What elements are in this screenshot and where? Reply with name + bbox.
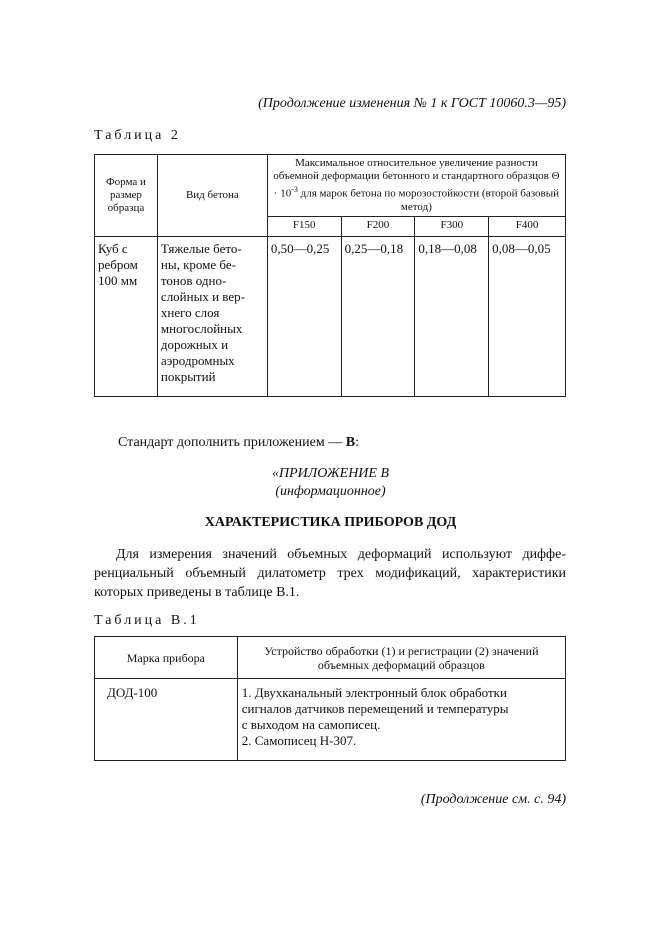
value-f300: 0,18—0,08: [415, 237, 489, 397]
table-b1-caption: Таблица В.1: [94, 613, 200, 628]
appendix-heading: ХАРАКТЕРИСТИКА ПРИБОРОВ ДОД: [204, 515, 457, 530]
cell-device-brand: ДОД-100: [95, 679, 238, 761]
value-f200: 0,25—0,18: [341, 237, 415, 397]
appendix-subtitle: (информационное): [275, 484, 386, 499]
header-max-deformation: Максимальное относительное увеличение разности объемной деформации бетонного и стандартного образцов $\Theta \cdot 10^{-3}$ для марок бетона по морозостойкости (второй базовый метод): [267, 155, 565, 217]
grade-f400: F400: [489, 217, 566, 237]
appendix-title: «ПРИЛОЖЕНИЕ В: [271, 466, 390, 481]
cell-concrete-type: Тяжелые бето- ны, кроме бе- тонов одно- слойных и вер- хнего слоя многослойных дорожных и аэродромных покрытий: [157, 237, 267, 397]
table-2-caption: Таблица 2: [94, 128, 181, 143]
value-f400: 0,08—0,05: [489, 237, 566, 397]
cell-form-size: Куб с ребром 100 мм: [95, 237, 158, 397]
cell-processing-device: 1. Двухканальный электронный блок обработки сигналов датчиков перемещений и температуры с выходом на самописец. 2. Самописец Н-307.: [237, 679, 565, 761]
table-b1: [94, 636, 566, 761]
appendix-paragraph: Для измерения значений объемных деформаций используют диффе-ренциальный объемный дилатометр трех модификаций, характеристики которых приведены в таблице В.1.: [94, 547, 566, 600]
grade-f300: F300: [415, 217, 489, 237]
header-processing-device: Устройство обработки (1) и регистрации (2) значений объемных деформаций образцов: [237, 637, 565, 679]
header-device-brand: Марка прибора: [95, 637, 238, 679]
grade-f150: F150: [267, 217, 341, 237]
continuation-footer: (Продолжение см. с. 94): [420, 792, 566, 807]
grade-f200: F200: [341, 217, 415, 237]
header-concrete-type: Вид бетона: [157, 155, 267, 237]
header-form-size: Форма и размер образца: [95, 155, 158, 237]
value-f150: 0,50—0,25: [267, 237, 341, 397]
continuation-header: (Продолжение изменения № 1 к ГОСТ 10060.3—95): [258, 96, 566, 111]
standard-supplement-line: Стандарт дополнить приложением — В:: [118, 435, 359, 450]
table-2: [94, 154, 566, 397]
